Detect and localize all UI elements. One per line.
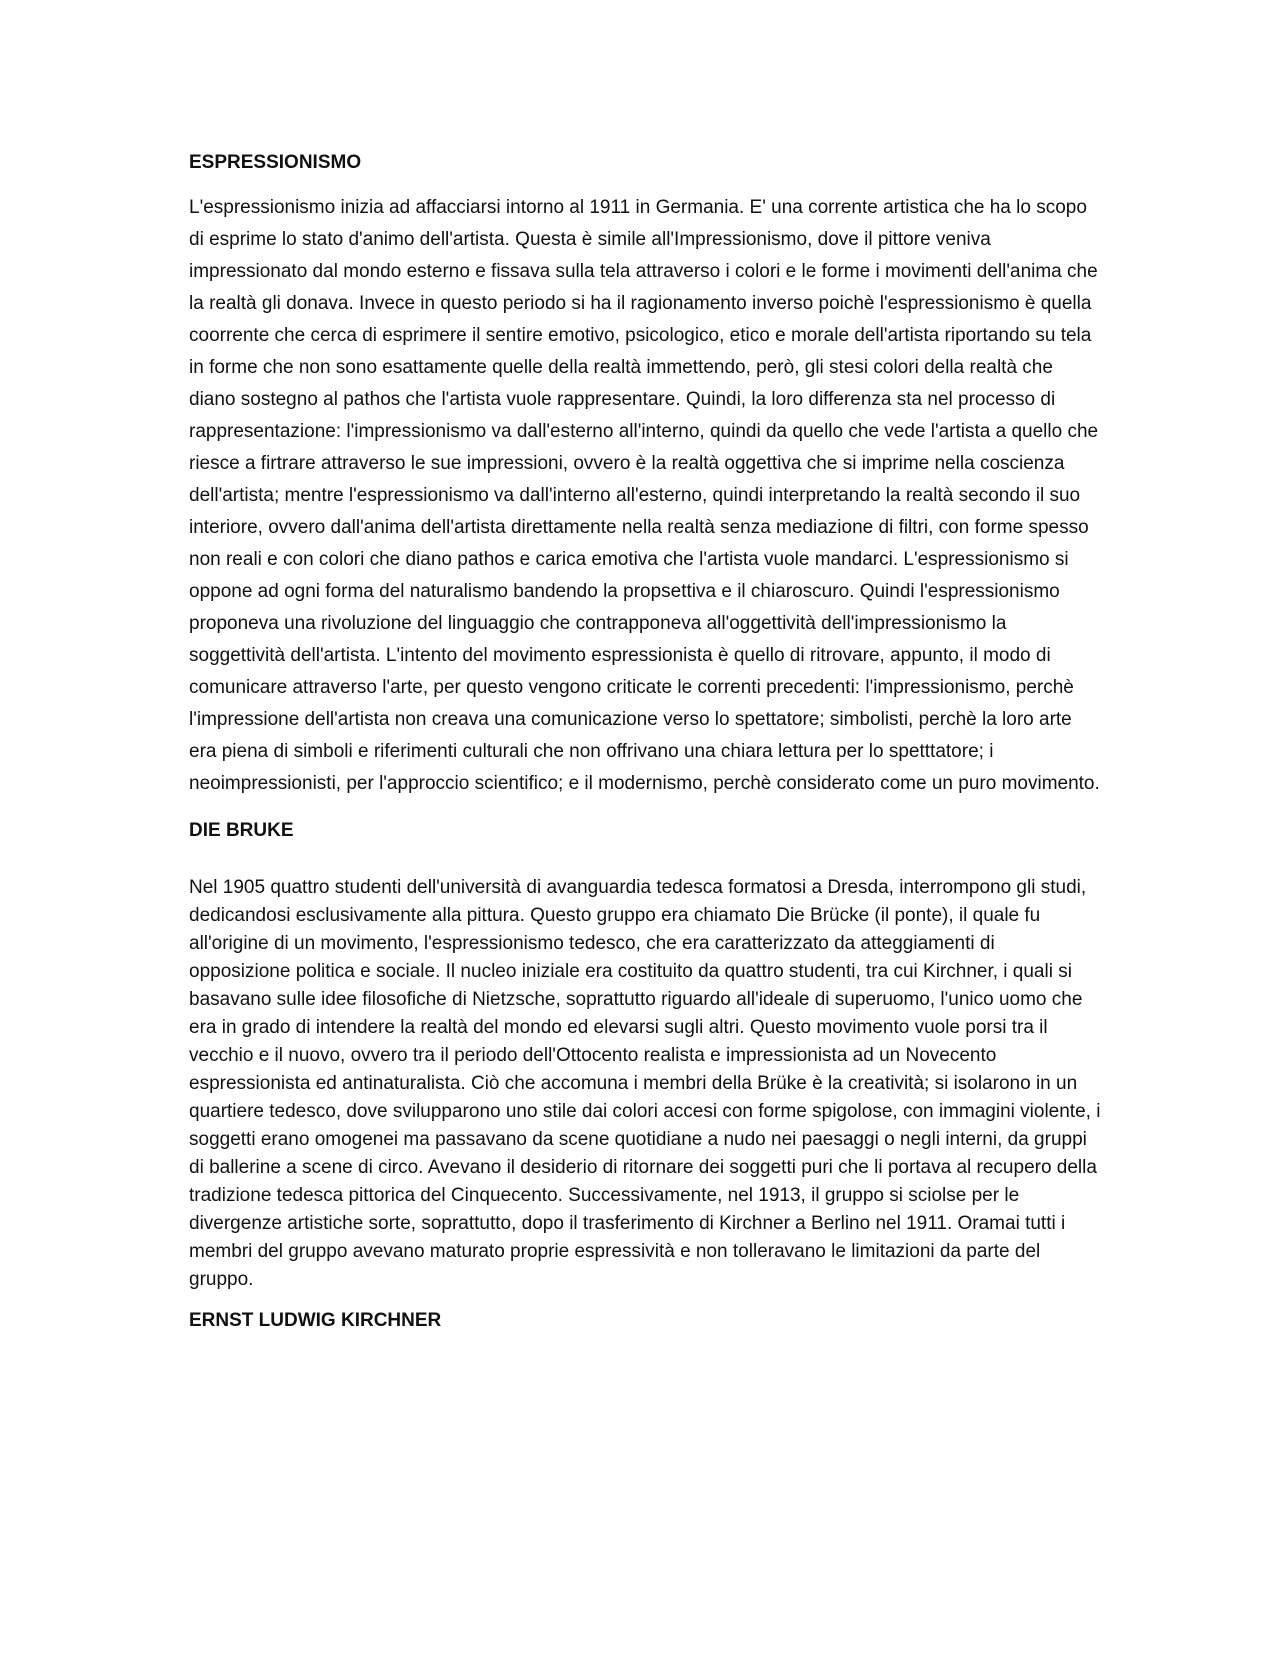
paragraph-espressionismo: L'espressionismo inizia ad affacciarsi intorno al 1911 in Germania. E' una corrente artistica che ha lo scopo di esprime lo stato d'animo dell'artista. Questa è simile all'Impressionismo, dove il pittore veniva impressionato dal mondo esterno e fissava sulla tela attraverso i colori e le forme i movimenti dell'anima che la realtà gli donava. Invece in questo periodo si ha il ragionamento inverso poichè l'espressionismo è quella coorrente che cerca di esprimere il sentire emotivo, psicologico, etico e morale dell'artista riportando su tela in forme che non sono esattamente quelle della realtà immettendo, però, gli stesi colori della realtà che diano sostegno al pathos che l'artista vuole rappresentare. Quindi, la loro differenza sta nel processo di rappresentazione: l'impressionismo va dall'esterno all'interno, quindi da quello che vede l'artista a quello che riesce a firtrare attraverso le sue impressioni, ovvero è la realtà oggettiva che si imprime nella coscienza dell'artista; mentre l'espressionismo va dall'interno all'esterno, quindi interpretando la realtà secondo il suo interiore, ovvero dall'anima dell'artista direttamente nella realtà senza mediazione di filtri, con forme spesso non reali e con colori che diano pathos e carica emotiva che l'artista vuole mandarci. L'espressionismo si oppone ad ogni forma del naturalismo bandendo la propsettiva e il chiaroscuro. Quindi l'espressionismo proponeva una rivoluzione del linguaggio che contrapponeva all'oggettività dell'impressionismo la soggettività dell'artista. L'intento del movimento espressionista è quello di ritrovare, appunto, il modo di comunicare attraverso l'arte, per questo vengono criticate le correnti precedenti: l'impressionismo, perchè l'impressione dell'artista non creava una comunicazione verso lo spettatore; simbolisti, perchè la loro arte era piena di simboli e riferimenti culturali che non offrivano una chiara lettura per lo spetttatore; i neoimpressionisti, per l'approccio scientifico; e il modernismo, perchè considerato come un puro movimento. (189, 197, 1100, 794)
heading-ernst-ludwig-kirchner: ERNST LUDWIG KIRCHNER (189, 1310, 442, 1331)
heading-die-bruke: DIE BRUKE (189, 820, 294, 841)
document-content (189, 150, 1101, 1334)
heading-espressionismo: ESPRESSIONISMO (189, 152, 362, 173)
paragraph-die-bruke: Nel 1905 quattro studenti dell'università di avanguardia tedesca formatosi a Dresda, interrompono gli studi, dedicandosi esclusivamente alla pittura. Questo gruppo era chiamato Die Brücke (il ponte), il quale fu all'origine di un movimento, l'espressionismo tedesco, che era caratterizzato da atteggiamenti di opposizione politica e sociale. Il nucleo iniziale era costituito da quattro studenti, tra cui Kirchner, i quali si basavano sulle idee filosofiche di Nietzsche, soprattutto riguardo all'ideale di superuomo, l'unico uomo che era in grado di intendere la realtà del mondo ed elevarsi sugli altri. Questo movimento vuole porsi tra il vecchio e il nuovo, ovvero tra il periodo dell'Ottocento realista e impressionista ad un Novecento espressionista ed antinaturalista. Ciò che accomuna i membri della Brüke è la creatività; si isolarono in un quartiere tedesco, dove svilupparono uno stile dai colori accesi con forme spigolose, con immagini violente, i soggetti erano omogenei ma passavano da scene quotidiane a nudo nei paesaggi o negli interni, da gruppi di ballerine a scene di circo. Avevano il desiderio di ritornare dei soggetti puri che li portava al recupero della tradizione tedesca pittorica del Cinquecento. Successivamente, nel 1913, il gruppo si sciolse per le divergenze artistiche sorte, soprattutto, dopo il trasferimento di Kirchner a Berlino nel 1911. Oramai tutti i membri del gruppo avevano maturato proprie espressività e non tolleravano le limitazioni da parte del gruppo. (189, 877, 1101, 1290)
